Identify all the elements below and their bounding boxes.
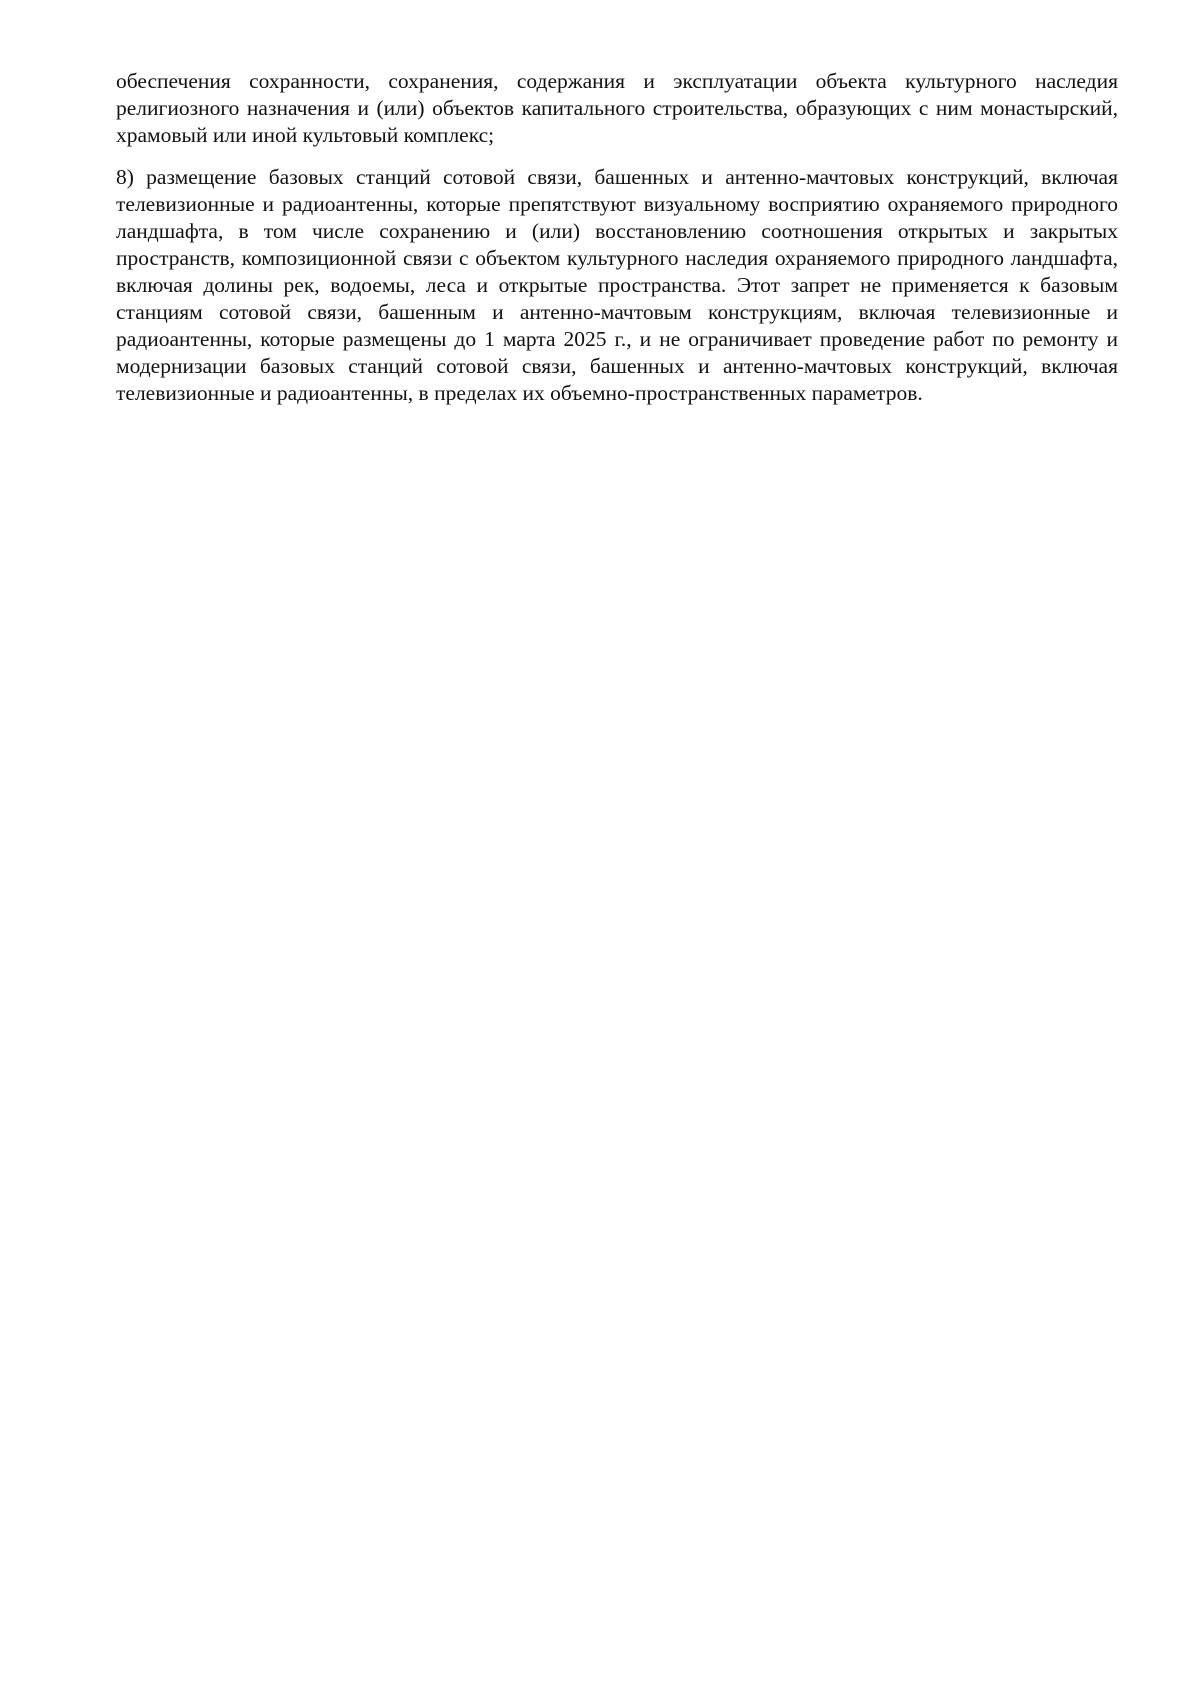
document-body xyxy=(116,68,1118,407)
paragraph-continuation: обеспечения сохранности, сохранения, содержания и эксплуатации объекта культурного наследия религиозного назначения и (или) объектов капитального строительства, образующих с ним монастырский, храмовый или иной культовый комплекс; xyxy=(116,69,1118,147)
paragraph-item-8: 8) размещение базовых станций сотовой связи, башенных и антенно-мачтовых конструкций, включая телевизионные и радиоантенны, которые препятствуют визуальному восприятию охраняемого природного ландшафта, в том числе сохранению и (или) восстановлению соотношения открытых и закрытых пространств, композиционной связи с объектом культурного наследия охраняемого природного ландшафта, включая долины рек, водоемы, леса и открытые пространства. Этот запрет не применяется к базовым станциям сотовой связи, башенным и антенно-мачтовым конструкциям, включая телевизионные и радиоантенны, которые размещены до 1 марта 2025 г., и не ограничивает проведение работ по ремонту и модернизации базовых станций сотовой связи, башенных и антенно-мачтовых конструкций, включая телевизионные и радиоантенны, в пределах их объемно-пространственных параметров. xyxy=(116,165,1118,405)
